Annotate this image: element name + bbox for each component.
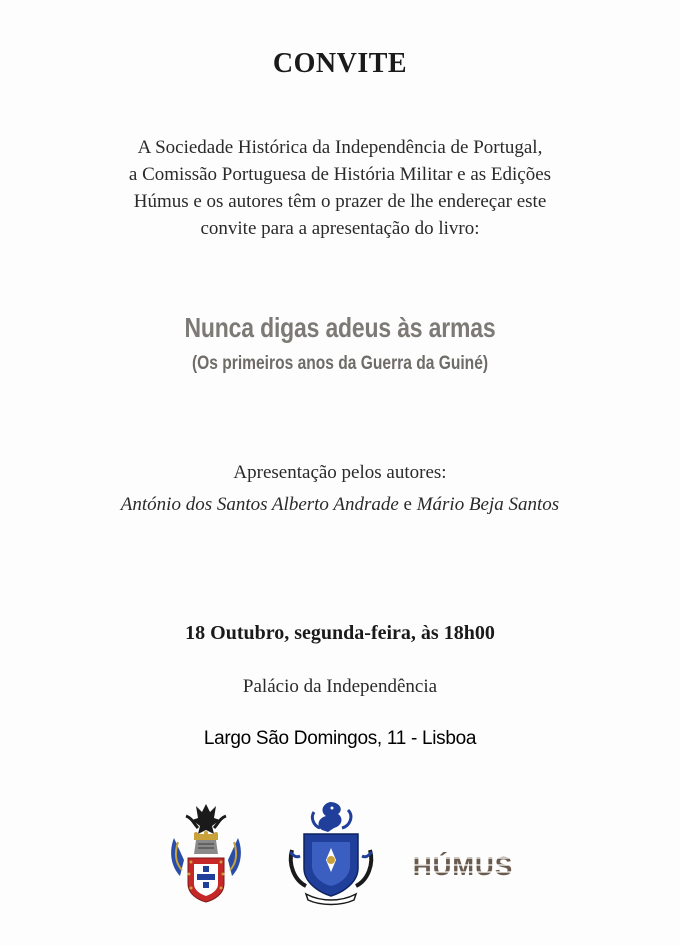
- invitation-intro: [80, 134, 600, 242]
- intro-line: convite para a apresentação do livro:: [200, 218, 480, 239]
- shssip-coat-of-arms-icon: [166, 798, 246, 906]
- invitation-title: CONVITE: [272, 48, 408, 79]
- intro-line: a Comissão Portuguesa de História Militar e as Edições: [128, 164, 552, 185]
- cphm-dragon-emblem-icon: [286, 798, 376, 906]
- author-name: António dos Santos Alberto Andrade: [120, 494, 399, 515]
- book-title: Nunca digas adeus às armas: [184, 312, 496, 343]
- humus-logo-text: HÚMUS: [412, 851, 514, 881]
- presentation-label: Apresentação pelos autores:: [233, 462, 447, 483]
- event-venue: Palácio da Independência: [242, 676, 438, 697]
- author-joiner: e: [403, 494, 412, 515]
- author-name: Mário Beja Santos: [416, 494, 560, 515]
- intro-line: Húmus e os autores têm o prazer de lhe endereçar este: [133, 191, 547, 212]
- intro-line: A Sociedade Histórica da Independência de Portugal,: [137, 137, 543, 158]
- event-address: Largo São Domingos, 11 - Lisboa: [203, 728, 477, 749]
- book-subtitle: (Os primeiros anos da Guerra da Guiné): [191, 353, 489, 374]
- humus-logo: [408, 848, 518, 882]
- event-date-time: 18 Outubro, segunda-feira, às 18h00: [185, 622, 495, 644]
- authors-line: [0, 494, 680, 516]
